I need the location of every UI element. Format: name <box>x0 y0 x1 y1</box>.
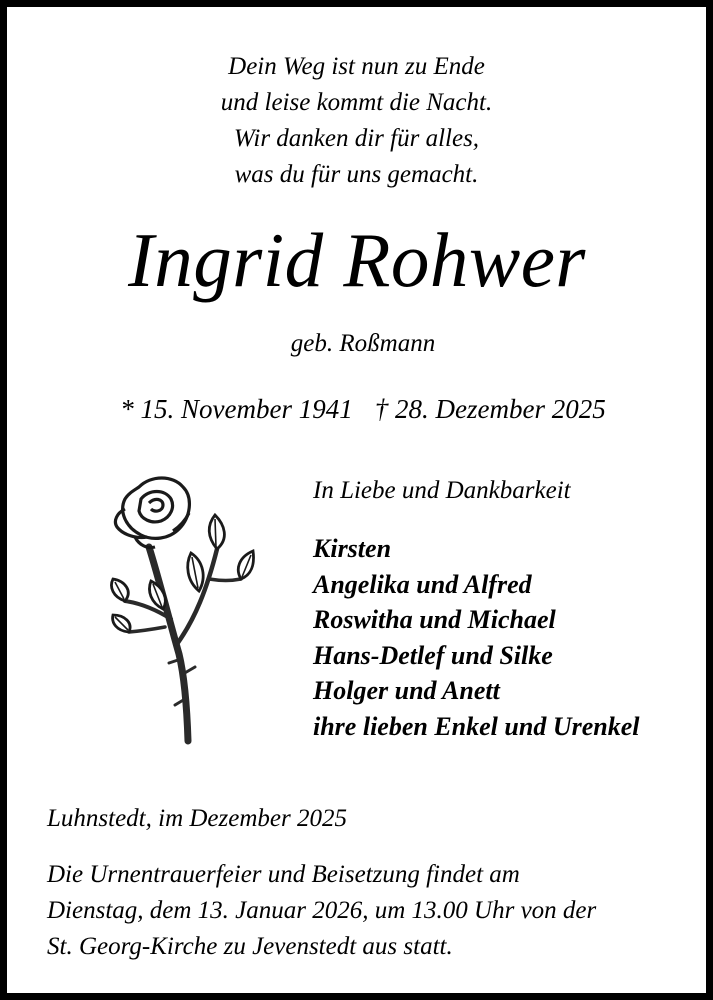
death-date: † 28. Dezember 2025 <box>374 394 606 424</box>
poem-line: und leise kommt die Nacht. <box>220 89 493 116</box>
place-and-date: Luhnstedt, im Dezember 2025 <box>47 805 347 832</box>
poem-line: was du für uns gemacht. <box>234 161 479 188</box>
maiden-name: geb. Roßmann <box>290 330 436 357</box>
mourners-list <box>313 531 639 745</box>
poem-line: Dein Weg ist nun zu Ende <box>228 53 485 80</box>
poem-line: Wir danken dir für alles, <box>233 125 480 152</box>
mourner-name: Kirsten <box>313 534 392 563</box>
ceremony-info <box>47 857 596 965</box>
life-dates <box>7 391 713 427</box>
poem <box>7 49 706 193</box>
mourner-name: ihre lieben Enkel und Urenkel <box>313 711 640 741</box>
deceased-name: Ingrid Rohwer <box>128 217 586 303</box>
mourner-name: Roswitha und Michael <box>313 605 556 635</box>
ceremony-line: Die Urnentrauerfeier und Beisetzung findet am <box>47 861 520 888</box>
ceremony-line: St. Georg-Kirche zu Jevenstedt aus statt. <box>47 933 453 960</box>
mourner-name: Holger und Anett <box>313 676 500 706</box>
mourner-name: Angelika und Alfred <box>313 569 532 599</box>
ceremony-line: Dienstag, dem 13. Januar 2026, um 13.00 Uhr von der <box>47 897 597 924</box>
birth-date: * 15. November 1941 <box>120 394 353 424</box>
rose-icon <box>99 469 259 749</box>
dedication-text: In Liebe und Dankbarkeit <box>313 477 571 504</box>
mourner-name: Hans-Detlef und Silke <box>313 640 553 670</box>
